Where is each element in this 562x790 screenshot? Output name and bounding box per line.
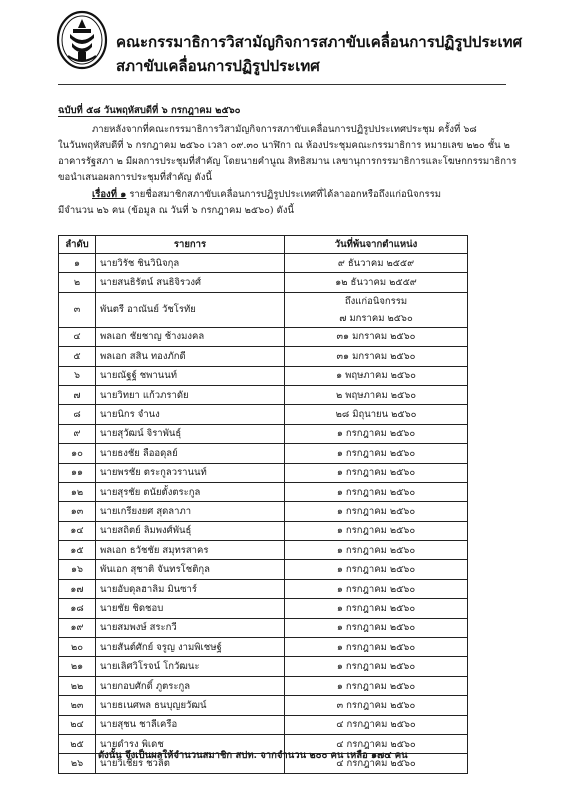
- row-end-date: ๒๘ มิถุนายน ๒๕๖๐: [285, 405, 468, 424]
- row-member-name: พลเอก สสิน ทองภักดี: [96, 347, 285, 366]
- row-end-date: ๙ ธันวาคม ๒๕๕๙: [285, 254, 468, 273]
- table-row: [59, 638, 468, 657]
- issue-underline: [58, 116, 228, 117]
- row-member-name: นายวิเชียร ชวลิต: [96, 754, 285, 773]
- row-order: ๒: [59, 273, 96, 292]
- table-row: [59, 521, 468, 540]
- table-row: [59, 579, 468, 598]
- header-divider: [58, 84, 506, 85]
- row-member-name: นายวิรัช ชินวินิจกุล: [96, 254, 285, 273]
- row-end-date: ๑๒ ธันวาคม ๒๕๕๙: [285, 273, 468, 292]
- row-order: ๑๘: [59, 599, 96, 618]
- table-row: [59, 482, 468, 501]
- row-order: ๔: [59, 327, 96, 346]
- row-end-date: ๑ กรกฎาคม ๒๕๖๐: [285, 676, 468, 695]
- table-row: [59, 424, 468, 443]
- row-end-date: ๑ กรกฎาคม ๒๕๖๐: [285, 560, 468, 579]
- header-order: ลำดับ: [59, 236, 96, 254]
- row-end-date: ๑ กรกฎาคม ๒๕๖๐: [285, 502, 468, 521]
- table-row: [59, 696, 468, 715]
- row-order: ๑๐: [59, 444, 96, 463]
- row-end-date-value: ๗ มกราคม ๒๕๖๐: [339, 312, 413, 324]
- row-end-date-note: ถึงแก่อนิจกรรม: [344, 295, 408, 307]
- row-order: ๑: [59, 254, 96, 273]
- table-row: [59, 560, 468, 579]
- table-row: [59, 327, 468, 346]
- row-end-date: ๑ กรกฎาคม ๒๕๖๐: [285, 579, 468, 598]
- table-row: [59, 502, 468, 521]
- row-end-date: ๑ พฤษภาคม ๒๕๖๐: [285, 366, 468, 385]
- row-order: ๑๒: [59, 482, 96, 501]
- table-row: [59, 463, 468, 482]
- table-row: [59, 292, 468, 327]
- row-end-date: ๑ กรกฎาคม ๒๕๖๐: [285, 424, 468, 443]
- row-end-date: ๑ กรกฎาคม ๒๕๖๐: [285, 463, 468, 482]
- row-end-date: ๑ กรกฎาคม ๒๕๖๐: [285, 618, 468, 637]
- table-row: [59, 273, 468, 292]
- header-name: รายการ: [96, 236, 285, 254]
- issue-label: ฉบับที่ ๕๘ วันพฤหัสบดีที่ ๖ กรกฎาคม ๒๕๖๐: [58, 105, 241, 116]
- assembly-title: สภาขับเคลื่อนการปฏิรูปประเทศ: [116, 57, 320, 75]
- row-end-date: ๓ กรกฎาคม ๒๕๖๐: [285, 696, 468, 715]
- row-order: ๑๑: [59, 463, 96, 482]
- row-end-date: ๑ กรกฎาคม ๒๕๖๐: [285, 482, 468, 501]
- header-end-date: วันที่พ้นจากตำแหน่ง: [285, 236, 468, 254]
- table-row: [59, 676, 468, 695]
- row-member-name: นายวิทยา แก้วภราดัย: [96, 385, 285, 404]
- row-member-name: นายสุรชัย ตนัยตั้งตระกูล: [96, 482, 285, 501]
- row-order: ๒๓: [59, 696, 96, 715]
- row-member-name: พลเอก ธวัชชัย สมุทรสาคร: [96, 541, 285, 560]
- table-row: [59, 405, 468, 424]
- intro-line-1: ภายหลังจากที่คณะกรรมาธิการวิสามัญกิจการสภาขับเคลื่อนการปฏิรูปประเทศประชุม ครั้งที่ ๖๘: [92, 124, 477, 135]
- row-end-date: [285, 292, 468, 327]
- row-order: ๒๖: [59, 754, 96, 773]
- row-order: ๒๕: [59, 734, 96, 753]
- row-end-date: ๑ กรกฎาคม ๒๕๖๐: [285, 638, 468, 657]
- row-member-name: นายกอบศักดิ์ ภูตระกูล: [96, 676, 285, 695]
- row-order: ๑๔: [59, 521, 96, 540]
- table-row: [59, 254, 468, 273]
- row-end-date: ๑ กรกฎาคม ๒๕๖๐: [285, 444, 468, 463]
- row-end-date: ๑ กรกฎาคม ๒๕๖๐: [285, 521, 468, 540]
- subject-line-1: [58, 187, 441, 202]
- row-member-name: นายดำรง พิเดช: [96, 734, 285, 753]
- row-member-name: นายธเนศพล ธนบุญยวัฒน์: [96, 696, 285, 715]
- row-end-date: ๑ กรกฎาคม ๒๕๖๐: [285, 657, 468, 676]
- row-member-name: พลเอก ชัยชาญ ช้างมงคล: [96, 327, 285, 346]
- row-member-name: นายธงชัย ลืออดุลย์: [96, 444, 285, 463]
- row-order: ๒๔: [59, 715, 96, 734]
- row-order: ๓: [59, 292, 96, 327]
- row-member-name: นายพรชัย ตระกูลวรานนท์: [96, 463, 285, 482]
- row-member-name: นายสนธิรัตน์ สนธิจิรวงศ์: [96, 273, 285, 292]
- table-row: [59, 347, 468, 366]
- row-order: ๑๙: [59, 618, 96, 637]
- parliament-emblem-icon: [56, 10, 108, 70]
- row-member-name: นายสถิตย์ ลิมพงศ์พันธุ์: [96, 521, 285, 540]
- subject-label: เรื่องที่ ๑: [92, 189, 127, 200]
- row-member-name: นายนิกร จำนง: [96, 405, 285, 424]
- row-member-name: นายเลิศวิโรจน์ โกวัฒนะ: [96, 657, 285, 676]
- row-order: ๙: [59, 424, 96, 443]
- row-member-name: นายสุชน ชาลีเครือ: [96, 715, 285, 734]
- row-member-name: นายอับดุลฮาลิม มินซาร์: [96, 579, 285, 598]
- row-member-name: นายสุวัฒน์ จิราพันธุ์: [96, 424, 285, 443]
- row-member-name: นายณัฐฐ์ ชพานนท์: [96, 366, 285, 385]
- row-order: ๒๐: [59, 638, 96, 657]
- row-member-name: นายชัย ชิดชอบ: [96, 599, 285, 618]
- row-member-name: พันเอก สุชาติ จันทรโชติกุล: [96, 560, 285, 579]
- row-member-name: นายเกรียงยศ สุดลาภา: [96, 502, 285, 521]
- table-row: [59, 715, 468, 734]
- row-end-date: ๑ กรกฎาคม ๒๕๖๐: [285, 541, 468, 560]
- table-row: [59, 541, 468, 560]
- row-end-date: ๓๑ มกราคม ๒๕๖๐: [285, 347, 468, 366]
- row-order: ๑๖: [59, 560, 96, 579]
- row-order: ๕: [59, 347, 96, 366]
- table-row: [59, 657, 468, 676]
- table-row: [59, 385, 468, 404]
- intro-line-3: อาคารรัฐสภา ๒ มีผลการประชุมที่สำคัญ โดยนายคำนูณ สิทธิสมาน เลขานุการกรรมาธิการและโฆษกกรรมาธิการ: [58, 156, 517, 167]
- subject-line-2: มีจำนวน ๒๖ คน (ข้อมูล ณ วันที่ ๖ กรกฎาคม ๒๕๖๐) ดังนี้: [58, 205, 294, 216]
- summary-text: ดังนั้น จึงเป็นผลให้จำนวนสมาชิก สปท. จากจำนวน ๒๐๐ คน เหลือ ๑๗๔ คน: [98, 750, 408, 761]
- table-row: [59, 366, 468, 385]
- row-end-date: ๒ พฤษภาคม ๒๕๖๐: [285, 385, 468, 404]
- committee-title: คณะกรรมาธิการวิสามัญกิจการสภาขับเคลื่อนการปฏิรูปประเทศ: [116, 33, 523, 51]
- table-row: [59, 444, 468, 463]
- table-row: [59, 618, 468, 637]
- intro-line-4: ขอนำเสนอผลการประชุมที่สำคัญ ดังนี้: [58, 172, 212, 183]
- table-body: [59, 254, 468, 774]
- row-member-name: พันตรี อาณันย์ วัชโรทัย: [96, 292, 285, 327]
- row-order: ๖: [59, 366, 96, 385]
- row-end-date: ๑ กรกฎาคม ๒๕๖๐: [285, 599, 468, 618]
- row-end-date: ๔ กรกฎาคม ๒๕๖๐: [285, 734, 468, 753]
- row-order: ๘: [59, 405, 96, 424]
- row-end-date: ๔ กรกฎาคม ๒๕๖๐: [285, 754, 468, 773]
- row-member-name: นายสมพงษ์ สระกวี: [96, 618, 285, 637]
- row-order: ๑๕: [59, 541, 96, 560]
- row-order: ๑๗: [59, 579, 96, 598]
- row-end-date: ๓๑ มกราคม ๒๕๖๐: [285, 327, 468, 346]
- resigned-members-table: [58, 235, 468, 774]
- row-order: ๑๓: [59, 502, 96, 521]
- row-order: ๒๑: [59, 657, 96, 676]
- row-order: ๗: [59, 385, 96, 404]
- table-header-row: [59, 236, 468, 254]
- row-order: ๒๒: [59, 676, 96, 695]
- subject-text: รายชื่อสมาชิกสภาขับเคลื่อนการปฏิรูปประเทศที่ได้ลาออกหรือถึงแก่อนิจกรรม: [126, 189, 441, 200]
- table-row: [59, 599, 468, 618]
- intro-line-2: ในวันพฤหัสบดีที่ ๖ กรกฎาคม ๒๕๖๐ เวลา ๐๙.๓๐ นาฬิกา ณ ห้องประชุมคณะกรรมาธิการ หมายเลข ๒๒๐ ชั้น ๒: [58, 140, 510, 151]
- row-member-name: นายสันต์ศักย์ จรูญ งามพิเชษฐ์: [96, 638, 285, 657]
- row-end-date: ๔ กรกฎาคม ๒๕๖๐: [285, 715, 468, 734]
